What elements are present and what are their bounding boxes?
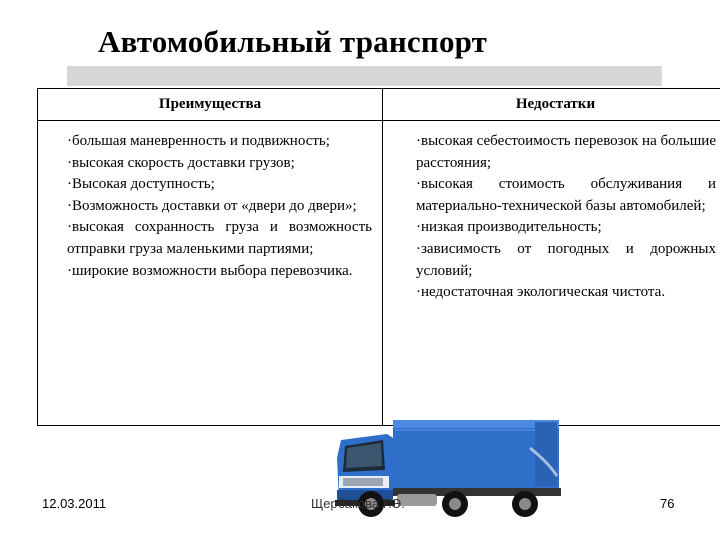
column-divider [382,89,383,425]
header-disadvantages: Недостатки [515,96,596,112]
advantage-item: ·Высокая доступность; [67,176,215,193]
disadvantages-cell [416,131,716,304]
slide-title: Автомобильный транспорт [98,24,488,59]
footer-author: Щербакова Г.Э. [311,496,405,511]
disadvantage-item: ·высокая себестоимость перевозок на большие расстояния; [416,133,716,171]
title-underline-bar [67,66,662,86]
disadvantage-item: ·зависимость от погодных и дорожных условий; [416,240,716,279]
comparison-table [37,88,720,426]
advantage-item: ·широкие возможности выбора перевозчика. [67,262,353,279]
header-advantages: Преимущества [158,96,262,112]
page-number: 76 [660,496,675,511]
header-divider [38,120,720,121]
disadvantage-item: ·низкая производительность; [416,219,602,236]
advantages-cell [67,131,372,282]
disadvantage-item: ·недостаточная экологическая чистота. [416,284,666,301]
advantage-item: ·высокая скорость доставки грузов; [67,154,295,171]
disadvantage-item: ·высокая стоимость обслуживания и материально-технической базы автомобилей; [416,176,716,214]
advantage-item: ·большая маневренность и подвижность; [67,133,330,149]
footer-date: 12.03.2011 [42,496,107,511]
advantage-item: ·высокая сохранность груза и возможность отправки груза маленькими партиями; [67,219,372,257]
advantage-item: ·Возможность доставки от «двери до двери»; [67,197,357,214]
